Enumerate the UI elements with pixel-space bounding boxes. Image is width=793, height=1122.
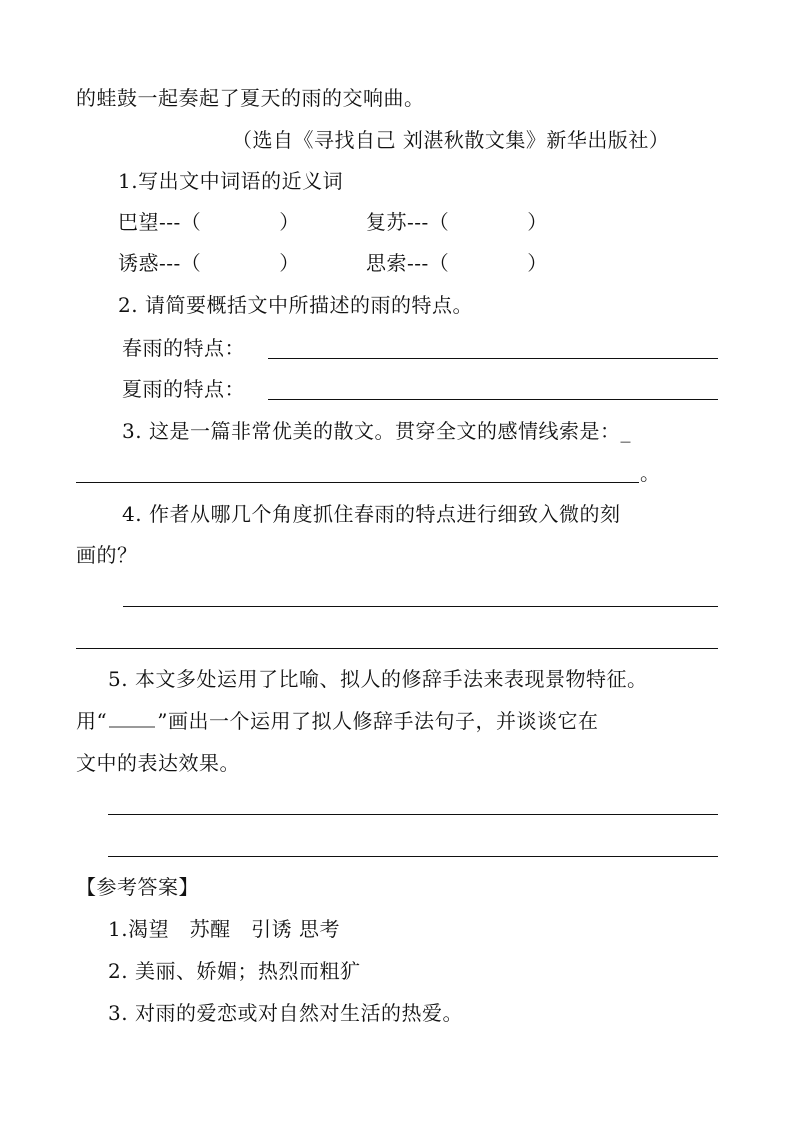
q5-prompt-line3: 文中的表达效果。 — [76, 751, 240, 775]
q1-prompt: 1.写出文中词语的近义词 — [118, 169, 344, 193]
q2-spring-label: 春雨的特点： — [122, 336, 245, 360]
passage-last-line: 的蛙鼓一起奏起了夏天的雨的交响曲。 — [76, 86, 425, 110]
q1-word: 诱惑---（ — [118, 251, 202, 275]
q5-prompt-line2 — [76, 708, 598, 734]
q3-end-mark: 。 — [640, 461, 661, 485]
q5-answer-line-2[interactable] — [108, 856, 718, 857]
q2-prompt: 2. 请简要概括文中所描述的雨的特点。 — [118, 293, 473, 317]
q2-spring-answer-line[interactable] — [268, 358, 718, 359]
q1-close-paren: ） — [279, 251, 300, 275]
q1-close-paren: ） — [527, 251, 548, 275]
q1-item-sisuo — [366, 250, 548, 276]
answers-heading: 【参考答案】 — [76, 875, 199, 899]
q1-close-paren: ） — [279, 210, 300, 234]
q4-answer-line-2[interactable] — [76, 648, 718, 649]
q3-prompt: 3. 这是一篇非常优美的散文。贯穿全文的感情线索是：_ — [122, 419, 631, 443]
q1-word: 复苏---（ — [366, 210, 450, 234]
answer-3: 3. 对雨的爱恋或对自然对生活的热爱。 — [108, 1001, 463, 1025]
q5-prompt-before: 用“ — [76, 709, 108, 733]
q4-prompt-line2: 画的？ — [76, 543, 138, 567]
q1-item-youhuo — [118, 250, 300, 276]
q5-answer-line-1[interactable] — [108, 814, 718, 815]
answer-2: 2. 美丽、娇媚；热烈而粗犷 — [108, 959, 361, 983]
q5-prompt-line1: 5. 本文多处运用了比喻、拟人的修辞手法来表现景物特征。 — [108, 667, 648, 691]
answer-1: 1.渴望 苏醒 引诱 思考 — [108, 917, 340, 941]
q5-prompt-after: ”画出一个运用了拟人修辞手法句子，并谈谈它在 — [157, 709, 599, 733]
q3-answer-line[interactable] — [76, 482, 639, 483]
q1-word: 巴望---（ — [118, 210, 202, 234]
q4-answer-line-1[interactable] — [123, 606, 718, 607]
q1-close-paren: ） — [527, 210, 548, 234]
q1-item-bawang — [118, 209, 300, 235]
q2-summer-label: 夏雨的特点： — [122, 377, 245, 401]
q5-inline-blank — [109, 712, 155, 728]
q1-item-fusu — [366, 209, 548, 235]
q2-summer-answer-line[interactable] — [268, 399, 718, 400]
q4-prompt-line1: 4. 作者从哪几个角度抓住春雨的特点进行细致入微的刻 — [122, 502, 621, 526]
q1-word: 思索---（ — [366, 251, 450, 275]
passage-source: （选自《寻找自己 刘湛秋散文集》新华出版社） — [232, 128, 670, 152]
